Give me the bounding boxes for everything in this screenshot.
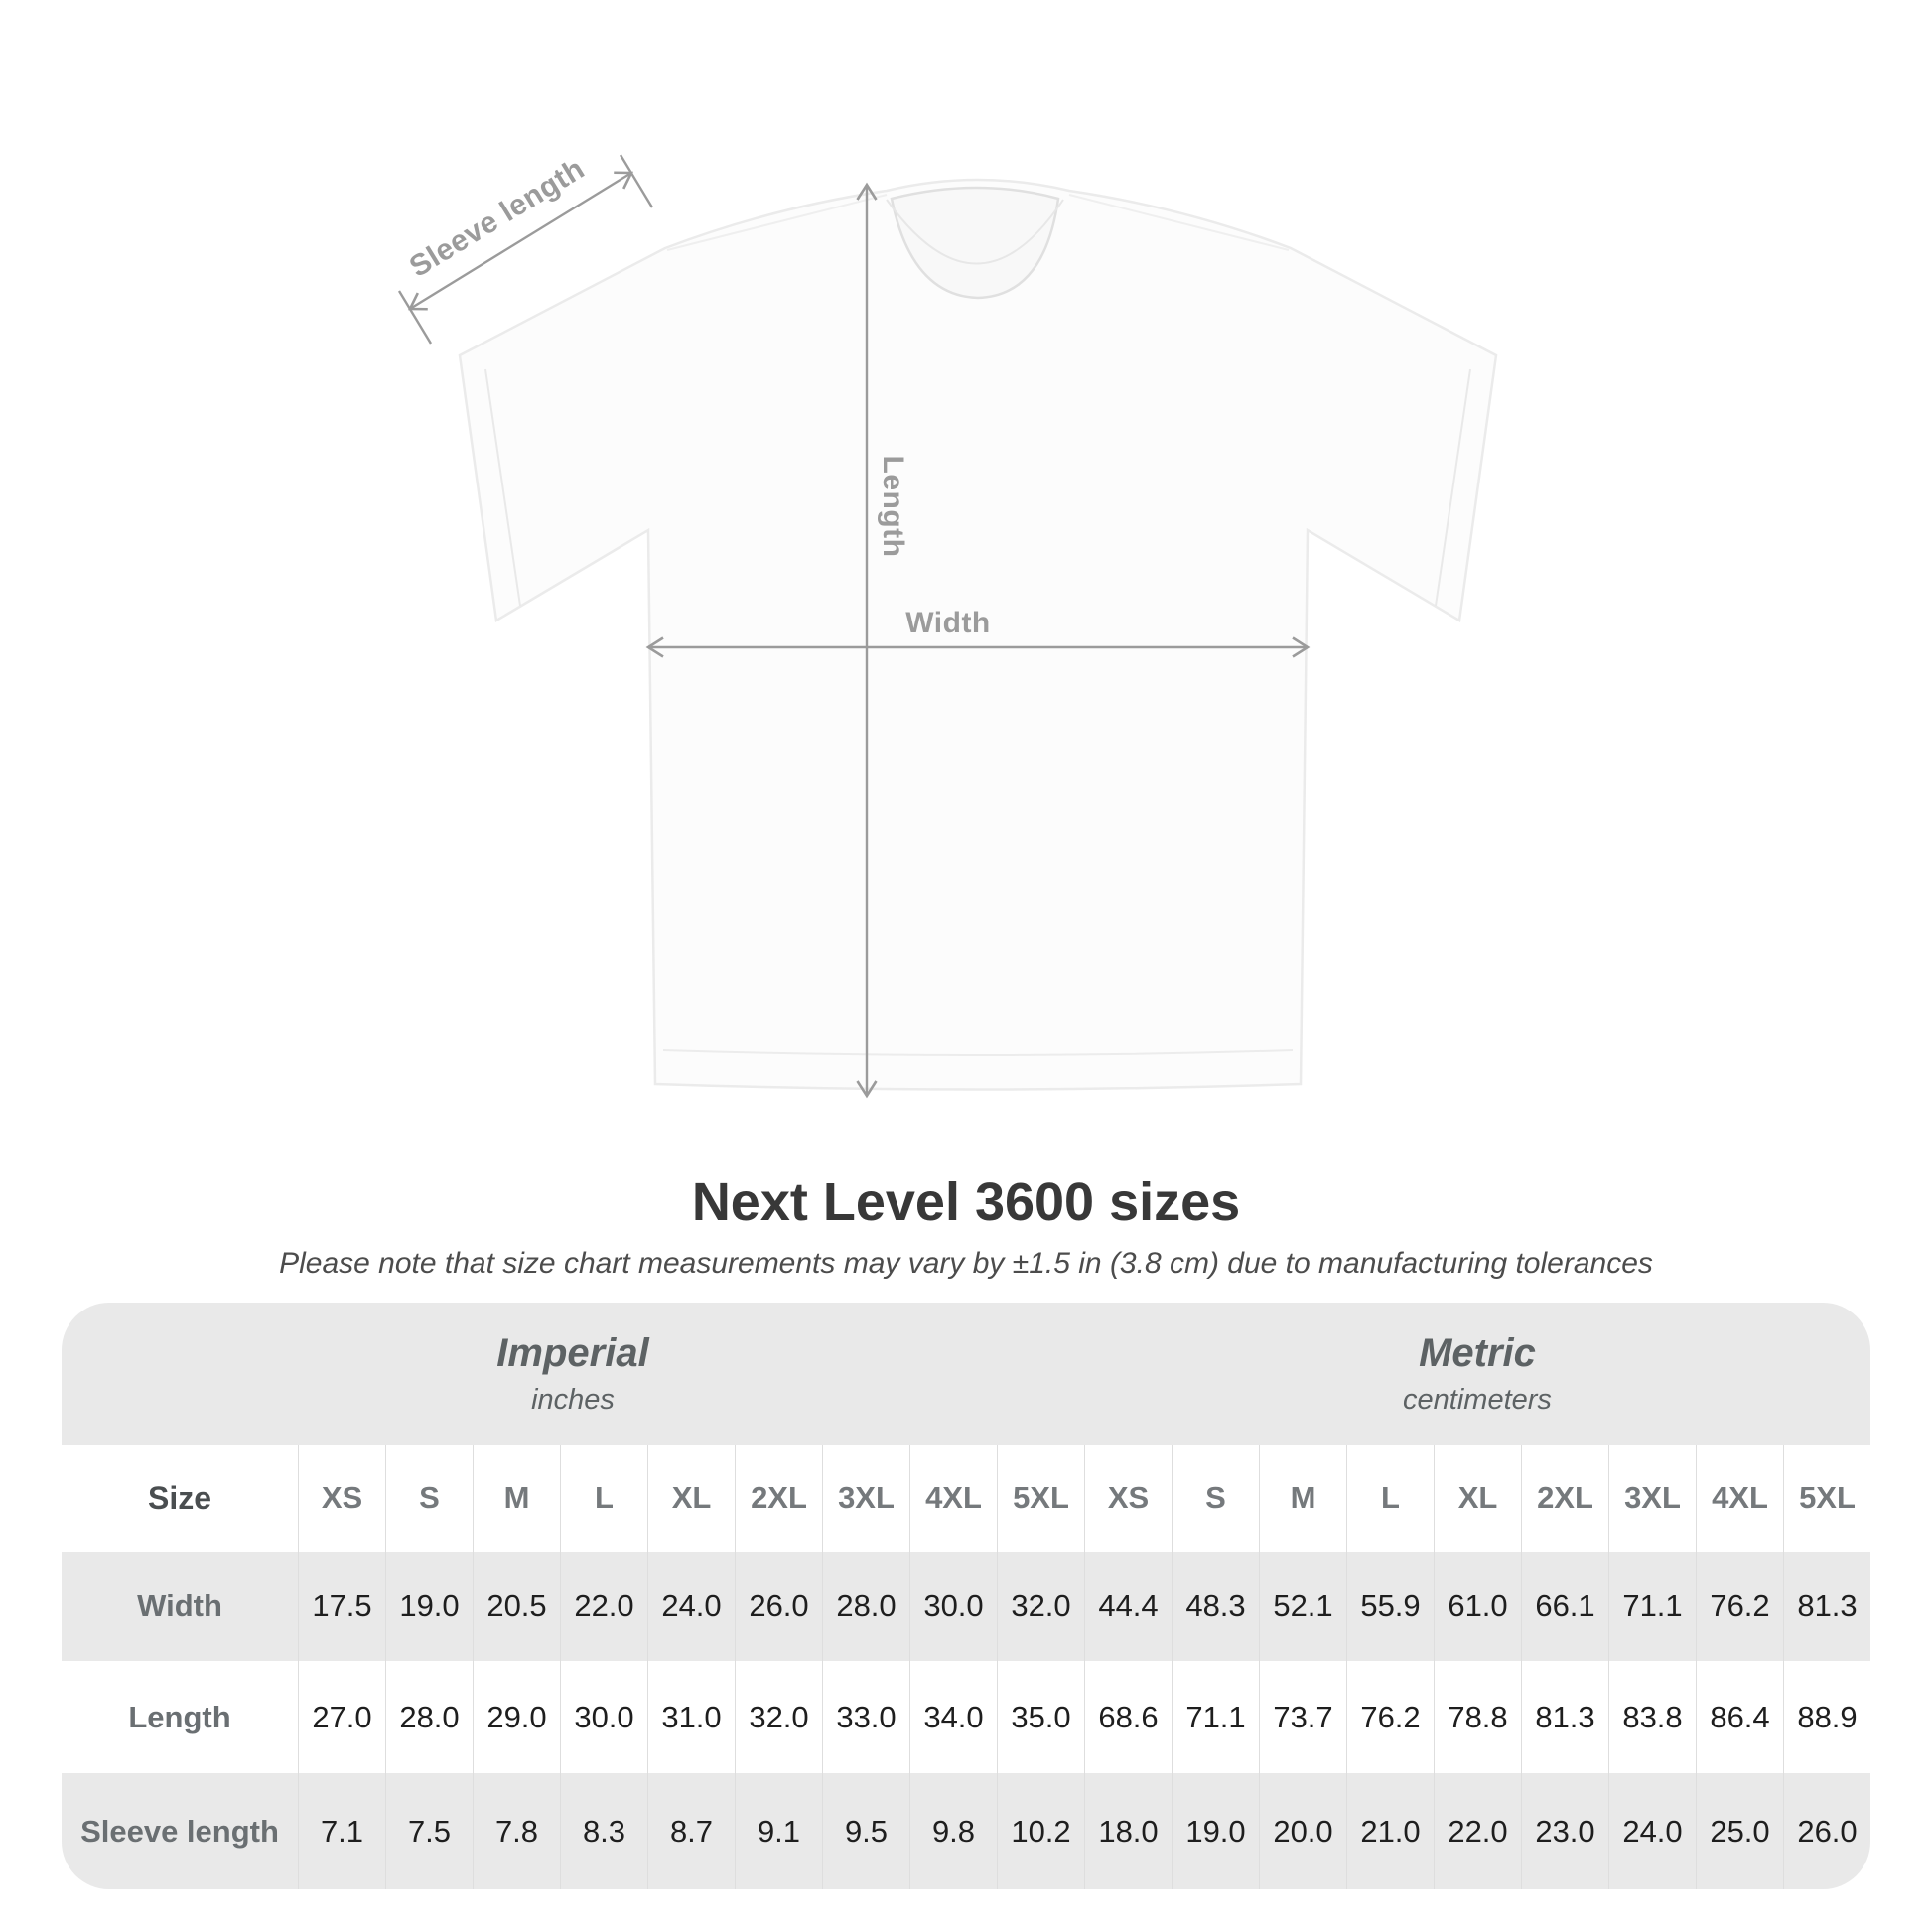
size-header: M [473, 1445, 560, 1552]
value-cell: 61.0 [1434, 1552, 1521, 1661]
value-cell: 88.9 [1783, 1661, 1870, 1773]
size-corner-header: Size [62, 1445, 298, 1552]
value-cell: 9.5 [822, 1773, 909, 1889]
value-cell: 21.0 [1346, 1773, 1434, 1889]
width-label: Width [905, 607, 991, 639]
size-header: 3XL [822, 1445, 909, 1552]
size-header: S [1172, 1445, 1259, 1552]
size-header: M [1259, 1445, 1346, 1552]
size-header: 5XL [997, 1445, 1084, 1552]
value-cell: 8.7 [647, 1773, 735, 1889]
value-cell: 73.7 [1259, 1661, 1346, 1773]
unit-group-metric [1084, 1303, 1870, 1445]
value-cell: 28.0 [385, 1661, 473, 1773]
value-cell: 7.5 [385, 1773, 473, 1889]
value-cell: 71.1 [1608, 1552, 1696, 1661]
value-cell: 71.1 [1172, 1661, 1259, 1773]
value-cell: 29.0 [473, 1661, 560, 1773]
size-header: 2XL [735, 1445, 822, 1552]
size-header: L [560, 1445, 647, 1552]
size-header: XL [647, 1445, 735, 1552]
value-cell: 81.3 [1521, 1661, 1608, 1773]
value-cell: 48.3 [1172, 1552, 1259, 1661]
row-label: Width [62, 1552, 298, 1661]
size-header: 3XL [1608, 1445, 1696, 1552]
page-title: Next Level 3600 sizes [691, 1173, 1241, 1232]
tolerance-note: Please note that size chart measurements may vary by ±1.5 in (3.8 cm) due to manufacturing tolerances [279, 1247, 1653, 1280]
value-cell: 19.0 [1172, 1773, 1259, 1889]
value-cell: 22.0 [1434, 1773, 1521, 1889]
value-cell: 35.0 [997, 1661, 1084, 1773]
value-cell: 19.0 [385, 1552, 473, 1661]
value-cell: 78.8 [1434, 1661, 1521, 1773]
value-cell: 68.6 [1084, 1661, 1172, 1773]
sleeve-length-label: Sleeve length [403, 152, 591, 284]
size-header: L [1346, 1445, 1434, 1552]
value-cell: 52.1 [1259, 1552, 1346, 1661]
unit-group-imperial [62, 1303, 1084, 1445]
value-cell: 86.4 [1696, 1661, 1783, 1773]
size-header: XS [1084, 1445, 1172, 1552]
value-cell: 31.0 [647, 1661, 735, 1773]
row-label: Sleeve length [62, 1773, 298, 1889]
value-cell: 28.0 [822, 1552, 909, 1661]
unit-group-name: Metric [1419, 1330, 1536, 1375]
value-cell: 7.8 [473, 1773, 560, 1889]
value-cell: 7.1 [298, 1773, 385, 1889]
value-cell: 30.0 [909, 1552, 997, 1661]
value-cell: 20.5 [473, 1552, 560, 1661]
value-cell: 9.8 [909, 1773, 997, 1889]
size-header: XL [1434, 1445, 1521, 1552]
value-cell: 34.0 [909, 1661, 997, 1773]
value-cell: 20.0 [1259, 1773, 1346, 1889]
size-header: 4XL [1696, 1445, 1783, 1552]
value-cell: 83.8 [1608, 1661, 1696, 1773]
length-label: Length [877, 455, 909, 558]
value-cell: 55.9 [1346, 1552, 1434, 1661]
value-cell: 27.0 [298, 1661, 385, 1773]
value-cell: 30.0 [560, 1661, 647, 1773]
value-cell: 33.0 [822, 1661, 909, 1773]
size-header: S [385, 1445, 473, 1552]
value-cell: 18.0 [1084, 1773, 1172, 1889]
value-cell: 8.3 [560, 1773, 647, 1889]
unit-group-unit: centimeters [1403, 1383, 1552, 1416]
value-cell: 76.2 [1696, 1552, 1783, 1661]
value-cell: 22.0 [560, 1552, 647, 1661]
value-cell: 25.0 [1696, 1773, 1783, 1889]
value-cell: 9.1 [735, 1773, 822, 1889]
value-cell: 17.5 [298, 1552, 385, 1661]
sleeve-arrow-tick-right [621, 155, 652, 207]
value-cell: 26.0 [1783, 1773, 1870, 1889]
value-cell: 44.4 [1084, 1552, 1172, 1661]
unit-group-unit: inches [531, 1383, 615, 1416]
size-table [62, 1303, 1870, 1889]
value-cell: 24.0 [647, 1552, 735, 1661]
unit-group-name: Imperial [496, 1330, 649, 1375]
value-cell: 66.1 [1521, 1552, 1608, 1661]
size-header: 5XL [1783, 1445, 1870, 1552]
value-cell: 76.2 [1346, 1661, 1434, 1773]
value-cell: 26.0 [735, 1552, 822, 1661]
value-cell: 32.0 [735, 1661, 822, 1773]
size-header: 4XL [909, 1445, 997, 1552]
size-header: XS [298, 1445, 385, 1552]
value-cell: 10.2 [997, 1773, 1084, 1889]
row-label: Length [62, 1661, 298, 1773]
value-cell: 32.0 [997, 1552, 1084, 1661]
value-cell: 24.0 [1608, 1773, 1696, 1889]
value-cell: 23.0 [1521, 1773, 1608, 1889]
value-cell: 81.3 [1783, 1552, 1870, 1661]
size-header: 2XL [1521, 1445, 1608, 1552]
